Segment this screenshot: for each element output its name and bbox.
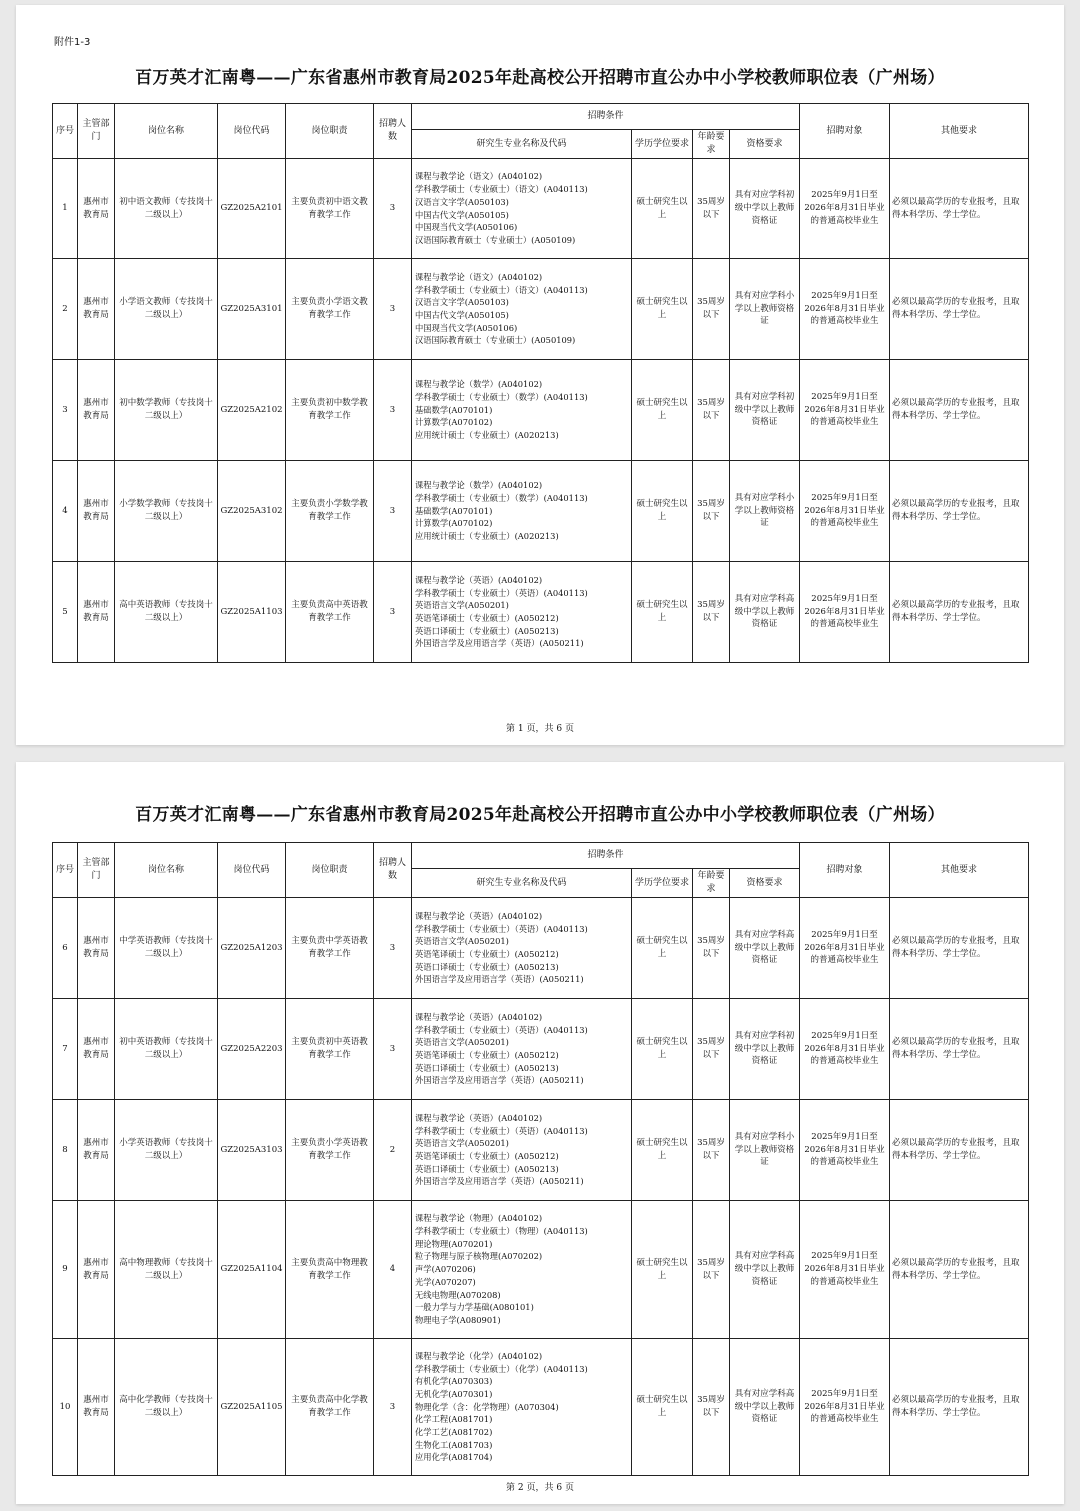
major-item: 学科教学硕士（专业硕士）（语文）(A040113) — [415, 284, 588, 295]
row-degree: 硕士研究生以上 — [632, 259, 693, 360]
major-item: 英语口译硕士（专业硕士）(A050213) — [415, 1163, 559, 1174]
table-row — [53, 259, 1029, 360]
major-item: 生物化工(A081703) — [415, 1439, 493, 1450]
row-qualification: 具有对应学科初级中学以上教师资格证 — [730, 159, 800, 259]
major-item: 学科教学硕士（专业硕士）（数学）(A040113) — [415, 391, 588, 402]
row-age: 35周岁以下 — [693, 999, 730, 1100]
header-dept: 主管部门 — [78, 104, 115, 159]
major-item: 外国语言学及应用语言学（英语）(A050211) — [415, 974, 584, 985]
major-item: 无机化学(A070301) — [415, 1388, 493, 1399]
row-no: 10 — [53, 1339, 78, 1476]
row-duty: 主要负责小学语文教育教学工作 — [286, 259, 374, 360]
row-majors — [412, 259, 632, 360]
header-age: 年龄要求 — [693, 130, 730, 159]
header-conditions: 招聘条件 — [412, 843, 800, 869]
table-row — [53, 159, 1029, 259]
header-majors: 研究生专业名称及代码 — [412, 869, 632, 898]
row-dept: 惠州市教育局 — [78, 259, 115, 360]
row-duty: 主要负责初中英语教育教学工作 — [286, 999, 374, 1100]
header-majors: 研究生专业名称及代码 — [412, 130, 632, 159]
header-code: 岗位代码 — [218, 104, 286, 159]
header-qualification: 资格要求 — [730, 869, 800, 898]
header-target: 招聘对象 — [800, 104, 890, 159]
row-duty: 主要负责高中英语教育教学工作 — [286, 562, 374, 663]
row-count: 3 — [374, 259, 412, 360]
page-footer: 第 2 页，共 6 页 — [506, 1483, 574, 1493]
row-duty: 主要负责初中数学教育教学工作 — [286, 360, 374, 461]
row-target: 2025年9月1日至2026年8月31日毕业的普通高校毕业生 — [800, 1339, 890, 1476]
header-degree: 学历学位要求 — [632, 130, 693, 159]
row-other: 必须以最高学历的专业报考，且取得本科学历、学士学位。 — [890, 1100, 1029, 1201]
row-no: 7 — [53, 999, 78, 1100]
row-qualification: 具有对应学科初级中学以上教师资格证 — [730, 360, 800, 461]
row-code: GZ2025A1103 — [218, 562, 286, 663]
major-item: 英语口译硕士（专业硕士）(A050213) — [415, 961, 559, 972]
row-target: 2025年9月1日至2026年8月31日毕业的普通高校毕业生 — [800, 159, 890, 259]
row-duty: 主要负责高中化学教育教学工作 — [286, 1339, 374, 1476]
row-other: 必须以最高学历的专业报考，且取得本科学历、学士学位。 — [890, 259, 1029, 360]
table-row — [53, 461, 1029, 562]
major-item: 应用统计硕士（专业硕士）(A020213) — [415, 430, 559, 441]
major-item: 外国语言学及应用语言学（英语）(A050211) — [415, 1176, 584, 1187]
row-dept: 惠州市教育局 — [78, 1100, 115, 1201]
row-no: 9 — [53, 1201, 78, 1339]
row-target: 2025年9月1日至2026年8月31日毕业的普通高校毕业生 — [800, 1100, 890, 1201]
row-majors — [412, 360, 632, 461]
row-dept: 惠州市教育局 — [78, 1339, 115, 1476]
row-count: 3 — [374, 360, 412, 461]
major-item: 化学工艺(A081702) — [415, 1427, 493, 1438]
header-other: 其他要求 — [890, 843, 1029, 898]
row-position: 小学英语教师（专技岗十二级以上） — [115, 1100, 218, 1201]
row-qualification: 具有对应学科初级中学以上教师资格证 — [730, 999, 800, 1100]
header-code: 岗位代码 — [218, 843, 286, 898]
row-no: 5 — [53, 562, 78, 663]
major-item: 外国语言学及应用语言学（英语）(A050211) — [415, 638, 584, 649]
major-item: 应用化学(A081704) — [415, 1452, 493, 1463]
row-target: 2025年9月1日至2026年8月31日毕业的普通高校毕业生 — [800, 1201, 890, 1339]
row-no: 2 — [53, 259, 78, 360]
row-other: 必须以最高学历的专业报考，且取得本科学历、学士学位。 — [890, 159, 1029, 259]
major-item: 英语口译硕士（专业硕士）(A050213) — [415, 625, 559, 636]
row-degree: 硕士研究生以上 — [632, 1201, 693, 1339]
page-footer: 第 1 页，共 6 页 — [506, 724, 574, 734]
row-majors — [412, 159, 632, 259]
table-row — [53, 898, 1029, 999]
row-qualification: 具有对应学科小学以上教师资格证 — [730, 259, 800, 360]
header-other: 其他要求 — [890, 104, 1029, 159]
row-position: 小学数学教师（专技岗十二级以上） — [115, 461, 218, 562]
row-majors — [412, 562, 632, 663]
major-item: 光学(A070207) — [415, 1276, 476, 1287]
major-item: 汉语国际教育硕士（专业硕士）(A050109) — [415, 234, 576, 245]
row-position: 小学语文教师（专技岗十二级以上） — [115, 259, 218, 360]
major-item: 课程与教学论（英语）(A040102) — [415, 910, 543, 921]
major-item: 学科教学硕士（专业硕士）（英语）(A040113) — [415, 923, 588, 934]
major-item: 英语笔译硕士（专业硕士）(A050212) — [415, 1151, 559, 1161]
row-other: 必须以最高学历的专业报考，且取得本科学历、学士学位。 — [890, 562, 1029, 663]
major-item: 英语语言文学(A050201) — [415, 936, 509, 947]
row-degree: 硕士研究生以上 — [632, 360, 693, 461]
row-qualification: 具有对应学科高级中学以上教师资格证 — [730, 898, 800, 999]
row-age: 35周岁以下 — [693, 562, 730, 663]
row-degree: 硕士研究生以上 — [632, 1339, 693, 1476]
row-degree: 硕士研究生以上 — [632, 562, 693, 663]
major-item: 英语语言文学(A050201) — [415, 1138, 509, 1149]
row-degree: 硕士研究生以上 — [632, 999, 693, 1100]
row-no: 8 — [53, 1100, 78, 1201]
row-duty: 主要负责中学英语教育教学工作 — [286, 898, 374, 999]
major-item: 声学(A070206) — [415, 1264, 476, 1275]
row-position: 初中语文教师（专技岗十二级以上） — [115, 159, 218, 259]
row-majors — [412, 461, 632, 562]
row-code: GZ2025A3102 — [218, 461, 286, 562]
row-target: 2025年9月1日至2026年8月31日毕业的普通高校毕业生 — [800, 999, 890, 1100]
major-item: 课程与教学论（数学）(A040102) — [415, 480, 543, 491]
row-code: GZ2025A1203 — [218, 898, 286, 999]
table-row — [53, 562, 1029, 663]
major-item: 学科教学硕士（专业硕士）（化学）(A040113) — [415, 1363, 588, 1374]
header-no: 序号 — [53, 104, 78, 159]
major-item: 学科教学硕士（专业硕士）（语文）(A040113) — [415, 184, 588, 195]
header-target: 招聘对象 — [800, 843, 890, 898]
row-age: 35周岁以下 — [693, 1339, 730, 1476]
row-target: 2025年9月1日至2026年8月31日毕业的普通高校毕业生 — [800, 360, 890, 461]
row-count: 3 — [374, 898, 412, 999]
major-item: 学科教学硕士（专业硕士）（数学）(A040113) — [415, 492, 588, 503]
row-age: 35周岁以下 — [693, 159, 730, 259]
positions-table — [52, 103, 1029, 663]
row-position: 高中化学教师（专技岗十二级以上） — [115, 1339, 218, 1476]
major-item: 课程与教学论（物理）(A040102) — [415, 1213, 543, 1224]
row-code: GZ2025A2102 — [218, 360, 286, 461]
major-item: 中国现当代文学(A050106) — [415, 322, 518, 333]
row-age: 35周岁以下 — [693, 1100, 730, 1201]
row-majors — [412, 1201, 632, 1339]
row-other: 必须以最高学历的专业报考，且取得本科学历、学士学位。 — [890, 999, 1029, 1100]
header-count: 招聘人数 — [374, 104, 412, 159]
row-dept: 惠州市教育局 — [78, 461, 115, 562]
major-item: 英语口译硕士（专业硕士）(A050213) — [415, 1062, 559, 1073]
major-item: 基础数学(A070101) — [415, 404, 493, 415]
major-item: 粒子物理与原子核物理(A070202) — [415, 1251, 543, 1262]
row-degree: 硕士研究生以上 — [632, 159, 693, 259]
header-conditions: 招聘条件 — [412, 104, 800, 130]
major-item: 外国语言学及应用语言学（英语）(A050211) — [415, 1075, 584, 1086]
row-count: 3 — [374, 999, 412, 1100]
row-dept: 惠州市教育局 — [78, 360, 115, 461]
row-target: 2025年9月1日至2026年8月31日毕业的普通高校毕业生 — [800, 562, 890, 663]
row-code: GZ2025A2203 — [218, 999, 286, 1100]
major-item: 汉语言文字学(A050103) — [415, 297, 509, 308]
major-item: 物理化学（含：化学物理）(A070304) — [415, 1401, 559, 1412]
header-count: 招聘人数 — [374, 843, 412, 898]
row-other: 必须以最高学历的专业报考，且取得本科学历、学士学位。 — [890, 360, 1029, 461]
major-item: 一般力学与力学基础(A080101) — [415, 1302, 534, 1313]
row-count: 2 — [374, 1100, 412, 1201]
row-dept: 惠州市教育局 — [78, 999, 115, 1100]
row-age: 35周岁以下 — [693, 259, 730, 360]
table-row — [53, 999, 1029, 1100]
row-age: 35周岁以下 — [693, 360, 730, 461]
row-age: 35周岁以下 — [693, 1201, 730, 1339]
row-position: 高中物理教师（专技岗十二级以上） — [115, 1201, 218, 1339]
major-item: 英语笔译硕士（专业硕士）(A050212) — [415, 613, 559, 623]
row-duty: 主要负责小学数学教育教学工作 — [286, 461, 374, 562]
row-duty: 主要负责高中物理教育教学工作 — [286, 1201, 374, 1339]
row-age: 35周岁以下 — [693, 898, 730, 999]
row-dept: 惠州市教育局 — [78, 562, 115, 663]
row-majors — [412, 898, 632, 999]
row-code: GZ2025A1104 — [218, 1201, 286, 1339]
major-item: 课程与教学论（语文）(A040102) — [415, 171, 543, 182]
row-age: 35周岁以下 — [693, 461, 730, 562]
row-count: 3 — [374, 159, 412, 259]
header-no: 序号 — [53, 843, 78, 898]
header-age: 年龄要求 — [693, 869, 730, 898]
header-position: 岗位名称 — [115, 843, 218, 898]
row-other: 必须以最高学历的专业报考，且取得本科学历、学士学位。 — [890, 461, 1029, 562]
positions-table — [52, 842, 1029, 1476]
major-item: 计算数学(A070102) — [415, 518, 493, 529]
row-degree: 硕士研究生以上 — [632, 898, 693, 999]
row-majors — [412, 1339, 632, 1476]
major-item: 物理电子学(A080901) — [415, 1314, 501, 1325]
document-page-1 — [16, 5, 1064, 745]
row-target: 2025年9月1日至2026年8月31日毕业的普通高校毕业生 — [800, 461, 890, 562]
document-title: 百万英才汇南粤——广东省惠州市教育局2025年赴高校公开招聘市直公办中小学校教师职位表（广州场） — [135, 805, 945, 825]
row-no: 3 — [53, 360, 78, 461]
row-other: 必须以最高学历的专业报考，且取得本科学历、学士学位。 — [890, 898, 1029, 999]
header-duty: 岗位职责 — [286, 843, 374, 898]
major-item: 有机化学(A070303) — [415, 1376, 493, 1387]
row-no: 1 — [53, 159, 78, 259]
row-qualification: 具有对应学科小学以上教师资格证 — [730, 461, 800, 562]
row-target: 2025年9月1日至2026年8月31日毕业的普通高校毕业生 — [800, 259, 890, 360]
row-qualification: 具有对应学科高级中学以上教师资格证 — [730, 562, 800, 663]
major-item: 课程与教学论（语文）(A040102) — [415, 271, 543, 282]
row-target: 2025年9月1日至2026年8月31日毕业的普通高校毕业生 — [800, 898, 890, 999]
document-page-2 — [16, 762, 1064, 1504]
row-majors — [412, 1100, 632, 1201]
table-row — [53, 1201, 1029, 1339]
major-item: 课程与教学论（英语）(A040102) — [415, 1112, 543, 1123]
major-item: 学科教学硕士（专业硕士）（英语）(A040113) — [415, 587, 588, 598]
row-dept: 惠州市教育局 — [78, 898, 115, 999]
major-item: 英语笔译硕士（专业硕士）(A050212) — [415, 949, 559, 959]
row-dept: 惠州市教育局 — [78, 159, 115, 259]
major-item: 化学工程(A081701) — [415, 1414, 493, 1425]
row-count: 3 — [374, 562, 412, 663]
major-item: 中国古代文学(A050105) — [415, 310, 509, 320]
major-item: 汉语言文字学(A050103) — [415, 196, 509, 207]
header-degree: 学历学位要求 — [632, 869, 693, 898]
row-dept: 惠州市教育局 — [78, 1201, 115, 1339]
row-other: 必须以最高学历的专业报考，且取得本科学历、学士学位。 — [890, 1339, 1029, 1476]
major-item: 计算数学(A070102) — [415, 417, 493, 428]
row-code: GZ2025A3103 — [218, 1100, 286, 1201]
major-item: 学科教学硕士（专业硕士）（英语）(A040113) — [415, 1024, 588, 1035]
major-item: 无线电物理(A070208) — [415, 1289, 501, 1300]
major-item: 课程与教学论（英语）(A040102) — [415, 1011, 543, 1022]
row-position: 高中英语教师（专技岗十二级以上） — [115, 562, 218, 663]
row-other: 必须以最高学历的专业报考，且取得本科学历、学士学位。 — [890, 1201, 1029, 1339]
row-degree: 硕士研究生以上 — [632, 461, 693, 562]
table-row — [53, 360, 1029, 461]
row-count: 4 — [374, 1201, 412, 1339]
row-position: 初中英语教师（专技岗十二级以上） — [115, 999, 218, 1100]
row-position: 中学英语教师（专技岗十二级以上） — [115, 898, 218, 999]
row-count: 3 — [374, 461, 412, 562]
table-row — [53, 1100, 1029, 1201]
row-no: 4 — [53, 461, 78, 562]
row-qualification: 具有对应学科小学以上教师资格证 — [730, 1100, 800, 1201]
row-majors — [412, 999, 632, 1100]
major-item: 中国古代文学(A050105) — [415, 209, 509, 220]
row-qualification: 具有对应学科高级中学以上教师资格证 — [730, 1201, 800, 1339]
row-code: GZ2025A1105 — [218, 1339, 286, 1476]
major-item: 学科教学硕士（专业硕士）（英语）(A040113) — [415, 1125, 588, 1136]
major-item: 学科教学硕士（专业硕士）（物理）(A040113) — [415, 1226, 588, 1237]
row-code: GZ2025A2101 — [218, 159, 286, 259]
row-qualification: 具有对应学科高级中学以上教师资格证 — [730, 1339, 800, 1476]
major-item: 课程与教学论（化学）(A040102) — [415, 1350, 543, 1361]
major-item: 理论物理(A070201) — [415, 1238, 493, 1249]
major-item: 应用统计硕士（专业硕士）(A020213) — [415, 531, 559, 542]
row-position: 初中数学教师（专技岗十二级以上） — [115, 360, 218, 461]
row-duty: 主要负责小学英语教育教学工作 — [286, 1100, 374, 1201]
major-item: 英语笔译硕士（专业硕士）(A050212) — [415, 1050, 559, 1060]
major-item: 中国现当代文学(A050106) — [415, 222, 518, 233]
row-code: GZ2025A3101 — [218, 259, 286, 360]
major-item: 课程与教学论（英语）(A040102) — [415, 574, 543, 585]
major-item: 英语语言文学(A050201) — [415, 1037, 509, 1048]
row-count: 3 — [374, 1339, 412, 1476]
row-duty: 主要负责初中语文教育教学工作 — [286, 159, 374, 259]
table-row — [53, 1339, 1029, 1476]
header-position: 岗位名称 — [115, 104, 218, 159]
document-title: 百万英才汇南粤——广东省惠州市教育局2025年赴高校公开招聘市直公办中小学校教师职位表（广州场） — [135, 68, 945, 88]
major-item: 基础数学(A070101) — [415, 505, 493, 516]
header-duty: 岗位职责 — [286, 104, 374, 159]
major-item: 汉语国际教育硕士（专业硕士）(A050109) — [415, 335, 576, 346]
major-item: 英语语言文学(A050201) — [415, 600, 509, 611]
header-dept: 主管部门 — [78, 843, 115, 898]
header-qualification: 资格要求 — [730, 130, 800, 159]
major-item: 课程与教学论（数学）(A040102) — [415, 379, 543, 390]
row-no: 6 — [53, 898, 78, 999]
row-degree: 硕士研究生以上 — [632, 1100, 693, 1201]
attachment-label: 附件1-3 — [54, 37, 91, 48]
